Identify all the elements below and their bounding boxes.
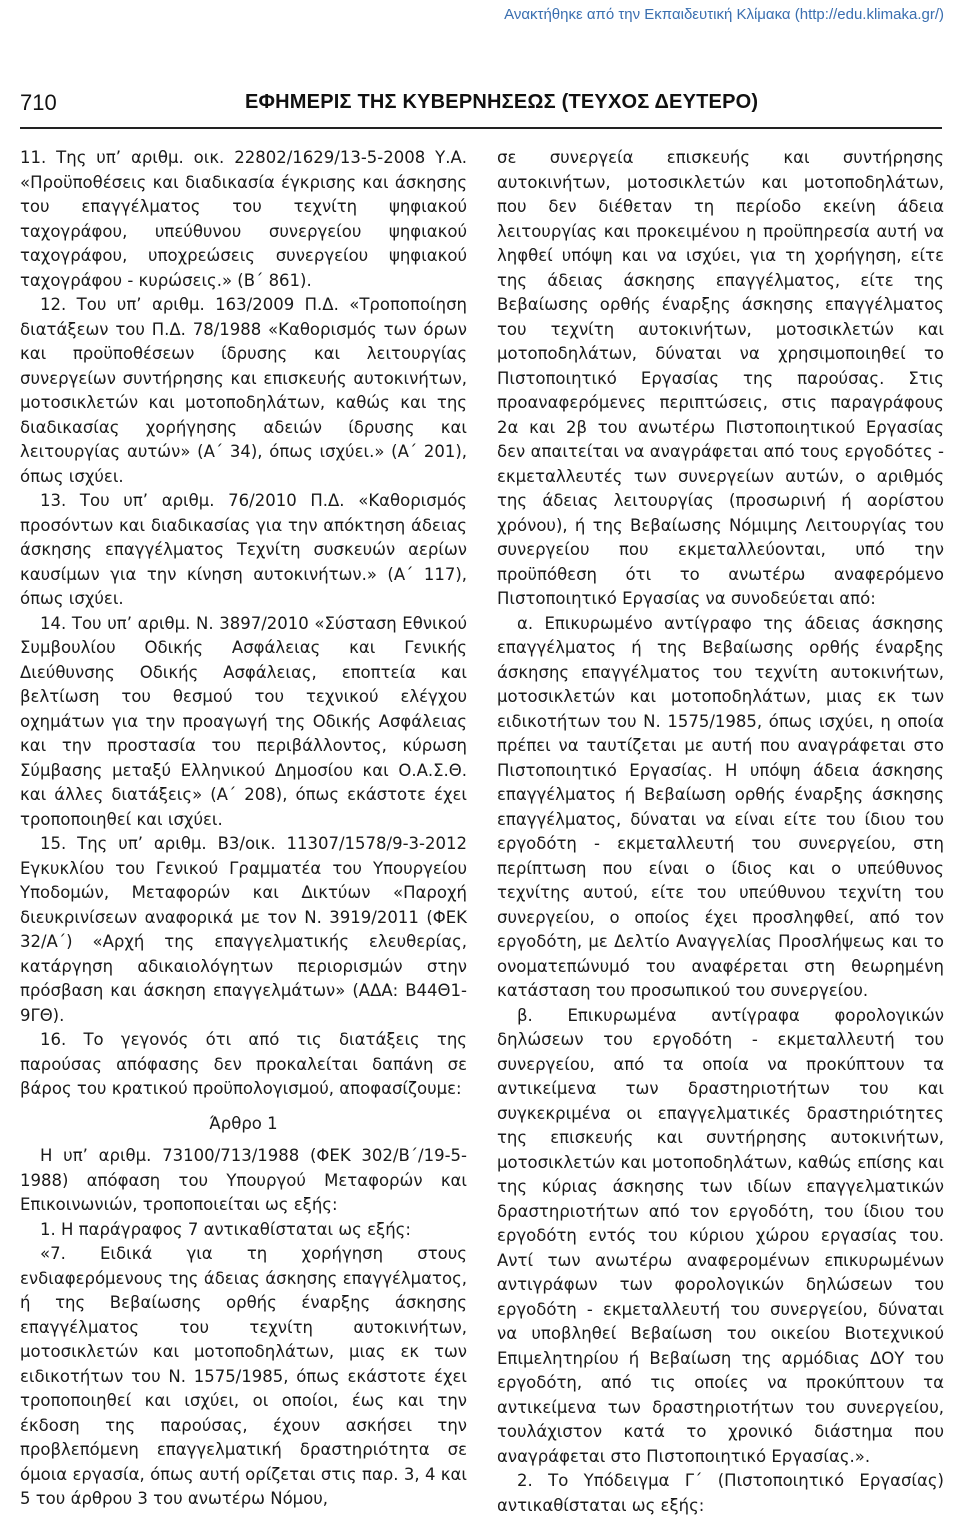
paragraph-16: 16. Το γεγονός ότι από τις διατάξεις της παρούσας απόφασης δεν προκαλείται δαπάνη σε βάρος του κρατικού προϋπολογισμού, αποφασίζουμε: bbox=[20, 1030, 467, 1098]
continuation-paragraph: σε συνεργεία επισκευής και συντήρησης αυτοκινήτων, μοτοσικλετών και μοτοποδηλάτων, που δεν διέθεταν τη περίοδο εκείνη άδεια λειτουργίας και προκειμένου η προϋπηρεσία αυτή να ληφθεί υπόψη και να ισχύει, για τη χορήγηση, είτε της άδειας άσκησης επαγγέλματος, είτε της Βεβαίωσης ορθής έναρξης άσκησης επαγγέλματος του τεχνίτη αυτοκινήτων, μοτοσικλετών και μοτοποδηλάτων, δύναται να χρησιμοποιηθεί το Πιστοποιητικό Εργασίας της παρούσας. Στις προαναφερόμενες περιπτώσεις, στις παραγράφους 2α και 2β του ανωτέρω Πιστοποιητικού Εργασίας δεν απαιτείται να αναγράφεται από τους εργοδότες - εκμεταλλευτές των συνεργείων αυτών, ο αριθμός της άδειας λειτουργίας (προσωρινή ή αορίστου χρόνου), ή της Βεβαίωσης Νόμιμης Λειτουργίας του συνεργείου που εκμεταλλεύονται, υπό την προϋπόθεση ότι το ανωτέρω αναφερόμενο Πιστοποιητικό Εργασίας να συνοδεύεται από: bbox=[497, 148, 944, 608]
item-alpha: α. Επικυρωμένο αντίγραφο της άδειας άσκησης επαγγέλματος ή της Βεβαίωσης ορθής έναρξης άσκησης επαγγέλματος του τεχνίτη αυτοκινήτων, μοτοσικλετών και μοτοποδηλάτων, μιας εκ των ειδικοτήτων του Ν. 1575/1985, όπως ισχύει, η οποία πρέπει να ταυτίζεται με αυτή που αναγράφεται στο Πιστοποιητικό Εργασίας. Η υπόψη άδεια άσκησης επαγγέλματος ή Βεβαίωση ορθής έναρξης άσκησης επαγγέλματος, δύναται να είναι είτε του ίδιου του εργοδότη - εκμεταλλευτή του συνεργείου, στη περίπτωση που είναι ο ίδιος και ο υπεύθυνος τεχνίτης αυτού, είτε του υπεύθυνου τεχνίτη του συνεργείου, ο οποίος έχει προσληφθεί, από τον εργοδότη, με Δελτίο Αναγγελίας Προσλήψεως και το ονοματεπώνυμό του αναφέρεται στη θεωρημένη κατάσταση του προσωπικού του συνεργείου. bbox=[497, 613, 944, 1000]
item-beta: β. Επικυρωμένα αντίγραφα φορολογικών δηλώσεων του εργοδότη - εκμεταλλευτή του συνεργείου, από τα οποία να προκύπτουν τα αντικείμενα των δραστηριοτήτων του και συγκεκριμένα οι επαγγελματικές δραστηριότητες της επισκευής και συντήρησης αυτοκινήτων, μοτοσικλετών και μοτοποδηλάτων, καθώς επίσης και της κύριας άσκησης των ιδίων επαγγελματικών δραστηριοτήτων από τον εργοδότη, του ίδιου του εργοδότη εντός του κύριου χώρου εργασίας του. Αντί των ανωτέρω αναφερομένων επικυρωμένων αντιγράφων των φορολογικών δηλώσεων του εργοδότη - εκμεταλλευτή του συνεργείου, δύναται να υποβληθεί Βεβαίωση του οικείου Βιοτεχνικού Επιμελητηρίου ή Βεβαίωση της αρμόδιας ΔΟΥ του εργοδότη, από τις οποίες να προκύπτουν τα αντικείμενα των δραστηριοτήτων του συνεργείου, τουλάχιστον κατά το χρονικό διάστημα που αναγράφεται στο Πιστοποιητικό Εργασίας.». bbox=[497, 1005, 944, 1466]
right-column bbox=[497, 146, 944, 1518]
left-column bbox=[20, 146, 467, 1512]
article-intro: Η υπ’ αριθμ. 73100/713/1988 (ΦΕΚ 302/Β΄/19-5-1988) απόφαση του Υπουργού Μεταφορών και Επικοινωνιών, τροποποιείται ως εξής: bbox=[20, 1146, 467, 1214]
retrieved-from-note: Ανακτήθηκε από την Εκπαιδευτική Κλίμακα (http://edu.klimaka.gr/) bbox=[504, 6, 944, 23]
gazette-title: ΕΦΗΜΕΡΙΣ ΤΗΣ ΚΥΒΕΡΝΗΣΕΩΣ (ΤΕΥΧΟΣ ΔΕΥΤΕΡΟ) bbox=[245, 91, 759, 113]
paragraph-15: 15. Της υπ’ αριθμ. Β3/οικ. 11307/1578/9-3-2012 Εγκυκλίου του Γενικού Γραμματέα του Υπουργείου Υποδομών, Μεταφορών και Δικτύων «Παροχή διευκρινίσεων αναφορικά με τον Ν. 3919/2011 (ΦΕΚ 32/Α΄) «Αρχή της επαγγελματικής ελευθερίας, κατάργηση αδικαιολόγητων περιορισμών στην πρόσβαση και άσκηση επαγγελμάτων» (ΑΔΑ: Β44Θ1-9ΓΘ). bbox=[20, 834, 467, 1025]
paragraph-14: 14. Του υπ’ αριθμ. Ν. 3897/2010 «Σύσταση Εθνικού Συμβουλίου Οδικής Ασφάλειας και Γενικής Διεύθυνσης Οδικής Ασφάλειας, εποπτεία και βελτίωση του θεσμού του τεχνικού ελέγχου οχημάτων για την προαγωγή της Οδικής Ασφάλειας και την προστασία του περιβάλλοντος, κύρωση Σύμβασης μεταξύ Ελληνικού Δημοσίου και Ο.Α.Σ.Θ. και άλλες διατάξεις» (Α΄ 208), όπως εκάστοτε έχει τροποποιηθεί και ισχύει. bbox=[20, 613, 467, 829]
paragraph-11: 11. Της υπ’ αριθμ. οικ. 22802/1629/13-5-2008 Υ.Α. «Προϋποθέσεις και διαδικασία έγκρισης και άσκησης του επαγγέλματος του τεχνίτη ψηφιακού ταχογράφου, υπεύθυνου συνεργείου ψηφιακού ταχογράφου, υποχρεώσεις συνεργείου ψηφιακού ταχογράφου - κυρώσεις.» (Β΄ 861). bbox=[20, 148, 467, 290]
page-number: 710 bbox=[20, 90, 57, 115]
article-paragraph-7: «7. Ειδικά για τη χορήγηση στους ενδιαφερόμενους της άδειας άσκησης επαγγέλματος, ή της Βεβαίωσης ορθής έναρξης άσκησης επαγγέλματος του τεχνίτη αυτοκινήτων, μοτοσικλετών και μοτοποδηλάτων, μιας εκ των ειδικοτήτων του Ν. 1575/1985, όπως εκάστοτε έχει τροποποιηθεί και ισχύει, οι οποίοι, έως και την έκδοση της παρούσας, έχουν ασκήσει την προβλεπόμενη επαγγελματική δραστηριότητα σε όμοια εργασία, όπως αυτή ορίζεται στις παρ. 3, 4 και 5 του άρθρου 3 του ανωτέρω Νόμου, bbox=[20, 1244, 467, 1508]
article-item-2: 2. Το Υπόδειγμα Γ΄ (Πιστοποιητικό Εργασίας) αντικαθίσταται ως εξής: bbox=[497, 1471, 944, 1515]
article-item-1: 1. Η παράγραφος 7 αντικαθίσταται ως εξής: bbox=[40, 1219, 411, 1239]
paragraph-13: 13. Του υπ’ αριθμ. 76/2010 Π.Δ. «Καθορισμός προσόντων και διαδικασίας για την απόκτηση άδειας άσκησης επαγγέλματος Τεχνίτη συσκευών αερίων καυσίμων για την κίνηση αυτοκινήτων.» (Α΄ 117), όπως ισχύει. bbox=[20, 491, 467, 608]
paragraph-12: 12. Του υπ’ αριθμ. 163/2009 Π.Δ. «Τροποποίηση διατάξεων του Π.Δ. 78/1988 «Καθορισμός των όρων και προϋποθέσεων ίδρυσης και λειτουργίας συνεργείων συντήρησης και επισκευής αυτοκινήτων, μοτοσικλετών και μοτοποδηλάτων, καθώς και της διαδικασίας χορήγησης αδειών ίδρυσης και λειτουργίας αυτών» (Α΄ 34), όπως ισχύει.» (Α΄ 201), όπως ισχύει. bbox=[20, 295, 467, 486]
header-rule bbox=[20, 127, 942, 129]
article-heading: Άρθρο 1 bbox=[209, 1113, 278, 1133]
